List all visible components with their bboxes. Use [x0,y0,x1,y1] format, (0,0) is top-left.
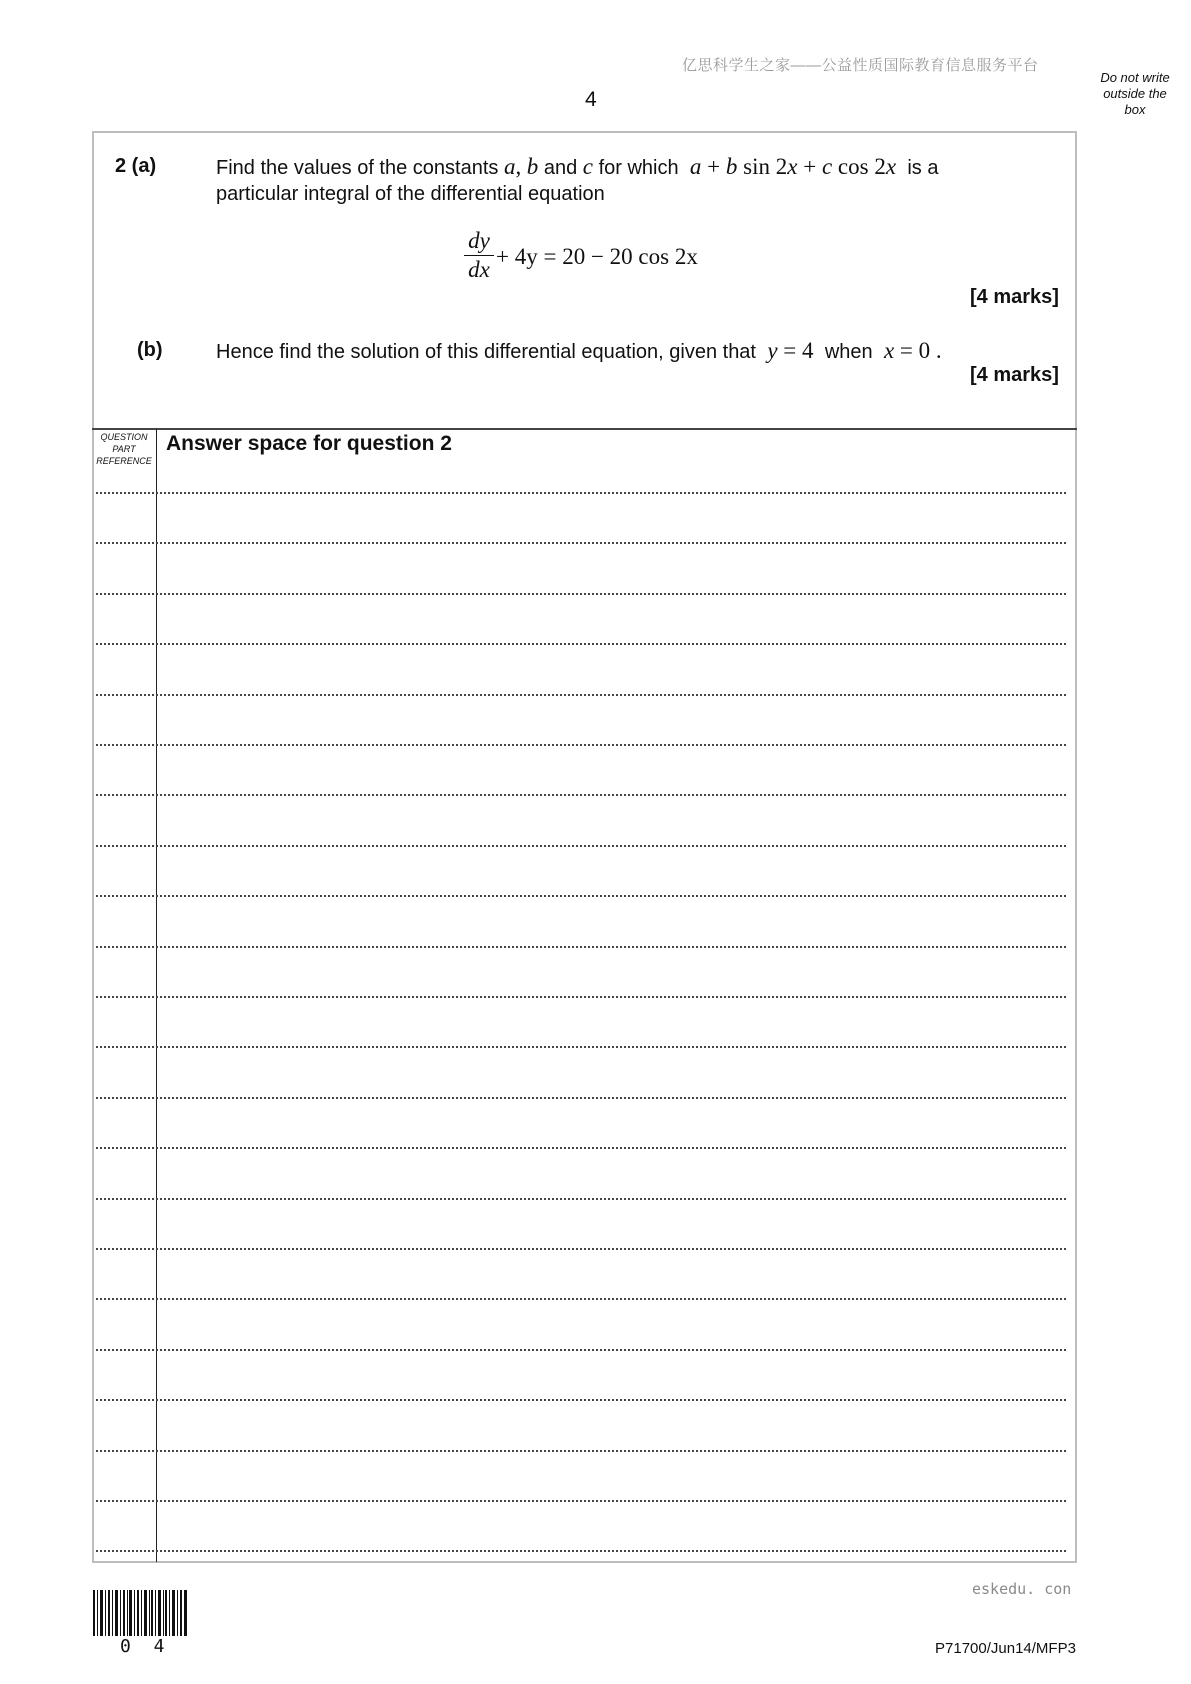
answer-line[interactable] [96,895,1066,897]
q2a-for-which: for which [598,157,679,179]
comma: , [515,154,522,179]
answer-line[interactable] [96,593,1066,595]
particular-integral-expression: a + b sin 2x + c cos 2x [689,154,897,179]
answer-line[interactable] [96,1198,1066,1200]
answer-line[interactable] [96,1248,1066,1250]
var-a: a [503,154,516,179]
ref-label-line-1: QUESTION [100,432,148,442]
derivative-fraction [464,228,494,283]
fraction-numerator: dy [468,228,490,253]
var-b: b [526,154,539,179]
barcode [93,1590,193,1641]
question-2a-text [216,154,1036,181]
fraction-bar [464,255,494,256]
margin-note-line-1: Do not write [1100,70,1170,85]
paper-code: P71700/Jun14/MFP3 [935,1640,1076,1657]
header-watermark: 亿思科学生之家——公益性质国际教育信息服务平台 [682,57,1039,74]
equation-rhs: + 4y = 20 − 20 cos 2x [496,244,698,269]
initial-condition-x: x = 0 . [883,338,942,363]
question-2a-text-line-2: particular integral of the differential equation [216,183,605,205]
fraction-denominator: dx [468,257,490,282]
answer-line[interactable] [96,694,1066,696]
ref-label-line-3: REFERENCE [96,456,152,466]
q2a-text-start: Find the values of the constants [216,157,499,179]
answer-line[interactable] [96,1550,1066,1552]
answer-line[interactable] [96,542,1066,544]
margin-note-line-3: box [1124,102,1146,117]
answer-line[interactable] [96,1298,1066,1300]
answer-line[interactable] [96,1399,1066,1401]
footer-watermark: eskedu. con [972,1580,1072,1598]
part-a-marks: [4 marks] [970,286,1059,308]
answer-line[interactable] [96,1097,1066,1099]
answer-header-rule [92,428,1077,430]
answer-line[interactable] [96,946,1066,948]
q2a-and: and [543,157,578,179]
question-part-reference-label [93,431,155,467]
answer-line[interactable] [96,996,1066,998]
answer-line[interactable] [96,845,1066,847]
answer-line[interactable] [96,492,1066,494]
answer-line[interactable] [96,1500,1066,1502]
answer-line[interactable] [96,643,1066,645]
q2b-when: when [824,341,873,363]
margin-note-line-2: outside the [1103,86,1167,101]
barcode-number: 0 4 [120,1636,171,1657]
part-b-marks: [4 marks] [970,364,1059,386]
margin-note [1085,70,1185,118]
answer-line[interactable] [96,794,1066,796]
q2b-text: Hence find the solution of this differential equation, given that [216,341,756,363]
answer-space-title: Answer space for question 2 [166,432,452,455]
answer-line[interactable] [96,744,1066,746]
barcode-graphic [93,1590,193,1636]
answer-line[interactable] [96,1450,1066,1452]
answer-line[interactable] [96,1046,1066,1048]
page-number: 4 [585,88,597,111]
var-c: c [582,154,593,179]
answer-line[interactable] [96,1147,1066,1149]
q2a-is-a: is a [907,157,939,179]
ref-label-line-2: PART [112,444,136,454]
question-2a-label: 2 (a) [115,155,157,177]
question-2b-label: (b) [137,339,163,361]
answer-line[interactable] [96,1349,1066,1351]
question-2b-text [216,338,1036,365]
initial-condition-y: y = 4 [767,338,820,363]
